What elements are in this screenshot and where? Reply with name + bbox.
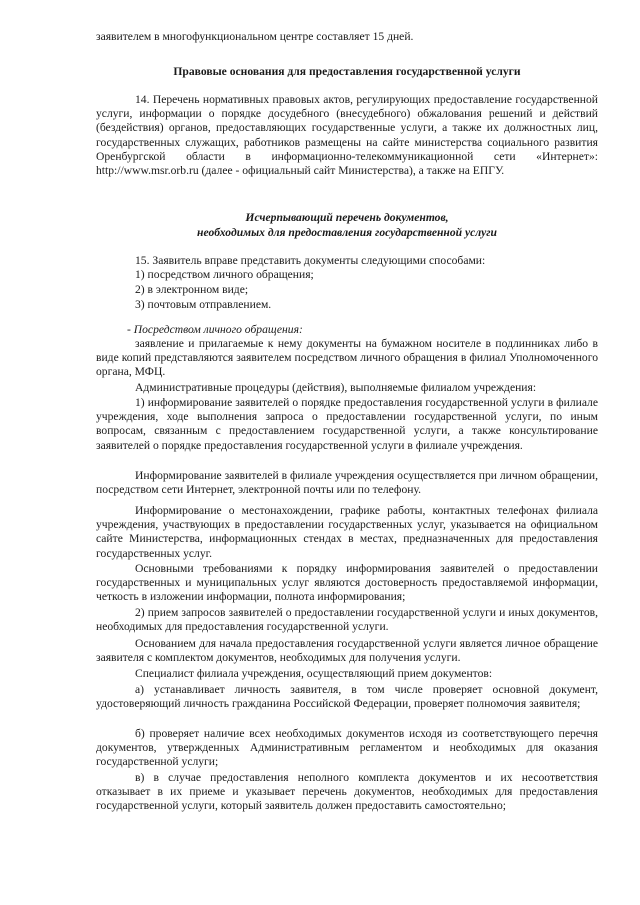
- paragraph-informing-1: 1) информирование заявителей о порядке предоставления государственной услуги в филиале учреждения, ходе выполнения запроса о предоставлении государственной услуги, по иным вопросам, связанным с предоставлением государственной услуги, а также консультирование заявителей о порядке предоставления государственной услуги в филиале учреждения.: [96, 396, 598, 452]
- paragraph-admin-procedures: Административные процедуры (действия), выполняемые филиалом учреждения:: [135, 381, 537, 394]
- paragraph-item-b: б) проверяет наличие всех необходимых документов исходя из соответствующего перечня документов, утвержденных Административным регламентом и необходимых для оказания государственной услуги;: [96, 727, 598, 769]
- paragraph-requirements: Основными требованиями к порядку информирования заявителей о предоставлении государственных и муниципальных услуг являются достоверность предоставляемой информации, четкость в изложении информации, полнота информирования;: [96, 562, 598, 604]
- method-item: 2) в электронном виде;: [135, 283, 249, 296]
- heading-documents-line-2: необходимых для предоставления государственной услуги: [197, 226, 497, 239]
- paragraph-14: 14. Перечень нормативных правовых актов, регулирующих предоставление государственной услуги, информации о порядке досудебного (внесудебного) обжалования решений и действий (бездействия) органов, предоставляющих государственные услуги, а также их должностных лиц, государственных служащих, работников размещены на сайте министерства социального развития Оренбургской области в информационно-телекоммуникационной сети «Интернет»: http://www.msr.orb.ru (далее - официальный сайт Министерства), а также на ЕПГУ.: [96, 93, 598, 178]
- paragraph-item-a: а) устанавливает личность заявителя, в том числе проверяет основной документ, удостоверяющий личность гражданина Российской Федерации, проверяет полномочия заявителя;: [96, 683, 598, 711]
- heading-documents-line-1: Исчерпывающий перечень документов,: [245, 211, 449, 224]
- paragraph-informing-2: Информирование заявителей в филиале учреждения осуществляется при личном обращении, посредством сети Интернет, электронной почты или по телефону.: [96, 469, 598, 497]
- method-item: 3) почтовым отправлением.: [135, 298, 272, 311]
- intro-line: заявителем в многофункциональном центре составляет 15 дней.: [96, 30, 414, 43]
- paragraph-basis: Основанием для начала предоставления государственной услуги является личное обращение заявителя с комплектом документов, необходимых для получения услуги.: [96, 637, 598, 665]
- paragraph-15: 15. Заявитель вправе представить документы следующими способами:: [135, 254, 486, 267]
- paragraph-specialist: Специалист филиала учреждения, осуществляющий прием документов:: [135, 667, 493, 680]
- heading-legal-basis: Правовые основания для предоставления государственной услуги: [173, 65, 521, 78]
- paragraph-submission: заявление и прилагаемые к нему документы на бумажном носителе в подлинниках либо в виде копий представляются заявителем посредством личного обращения в филиал Уполномоченного органа, МФЦ.: [96, 337, 598, 379]
- paragraph-item-v: в) в случае предоставления неполного комплекта документов и их несоответствия отказывает в их приеме и указывает перечень документов, необходимых для предоставления государственной услуги, который заявитель должен предоставить самостоятельно;: [96, 771, 598, 813]
- paragraph-location: Информирование о местонахождении, графике работы, контактных телефонах филиала учреждения, участвующих в предоставлении государственных услуг, указывается на официальном сайте Министерства, информационных стендах в местах, предназначенных для предоставления государственных услуг.: [96, 504, 598, 560]
- method-item: 1) посредством личного обращения;: [135, 268, 314, 281]
- subheading-personal-visit: - Посредством личного обращения:: [127, 323, 303, 336]
- paragraph-receipt: 2) прием запросов заявителей о предоставлении государственной услуги и иных документов, необходимых для предоставления государственной услуги.: [96, 606, 598, 634]
